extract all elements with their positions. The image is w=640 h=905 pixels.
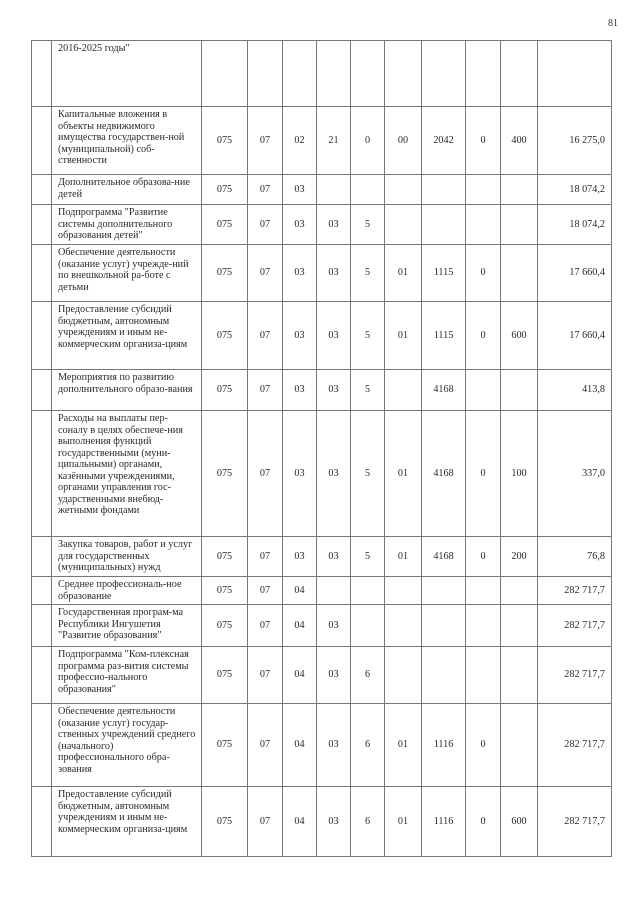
cell-program xyxy=(317,41,351,107)
cell-direction: 2042 xyxy=(422,107,466,175)
cell-section: 07 xyxy=(248,370,283,411)
cell-direction xyxy=(422,577,466,605)
cell-expense-type xyxy=(501,704,538,787)
page-number: 81 xyxy=(608,18,618,29)
cell-subprogram: 6 xyxy=(351,704,385,787)
cell-expense-type: 100 xyxy=(501,411,538,537)
cell-amount: 18 074,2 xyxy=(538,175,612,205)
row-margin-cell xyxy=(32,175,52,205)
cell-section: 07 xyxy=(248,605,283,647)
cell-amount: 17 660,4 xyxy=(538,302,612,370)
cell-subprogram: 5 xyxy=(351,245,385,302)
cell-ministry: 075 xyxy=(202,411,248,537)
row-name: Обеспечение деятельности (оказание услуг) государ-ственных учреждений среднего (начального) профессионального обра-зования xyxy=(52,704,202,787)
cell-subsection: 03 xyxy=(283,205,317,245)
cell-subprogram: 5 xyxy=(351,370,385,411)
cell-main-activity: 00 xyxy=(385,107,422,175)
cell-subprogram xyxy=(351,605,385,647)
row-margin-cell xyxy=(32,411,52,537)
cell-code: 0 xyxy=(466,411,501,537)
cell-program: 03 xyxy=(317,302,351,370)
table-row xyxy=(32,605,612,647)
cell-ministry: 075 xyxy=(202,704,248,787)
row-margin-cell xyxy=(32,605,52,647)
table-row xyxy=(32,245,612,302)
cell-expense-type: 400 xyxy=(501,107,538,175)
cell-main-activity xyxy=(385,370,422,411)
cell-direction: 1115 xyxy=(422,302,466,370)
cell-direction: 1116 xyxy=(422,704,466,787)
cell-subsection: 03 xyxy=(283,537,317,577)
cell-ministry: 075 xyxy=(202,107,248,175)
cell-ministry: 075 xyxy=(202,245,248,302)
cell-amount: 76,8 xyxy=(538,537,612,577)
cell-section: 07 xyxy=(248,647,283,704)
row-name: Закупка товаров, работ и услуг для государственных (муниципальных) нужд xyxy=(52,537,202,577)
cell-code xyxy=(466,205,501,245)
cell-section: 07 xyxy=(248,537,283,577)
cell-section: 07 xyxy=(248,245,283,302)
table-row xyxy=(32,537,612,577)
cell-subprogram: 5 xyxy=(351,302,385,370)
cell-expense-type xyxy=(501,647,538,704)
cell-ministry: 075 xyxy=(202,787,248,857)
cell-expense-type: 600 xyxy=(501,302,538,370)
table-row xyxy=(32,175,612,205)
cell-subsection: 04 xyxy=(283,704,317,787)
table-row xyxy=(32,647,612,704)
cell-expense-type xyxy=(501,577,538,605)
cell-main-activity xyxy=(385,605,422,647)
table-row xyxy=(32,41,612,107)
cell-subsection: 04 xyxy=(283,577,317,605)
cell-ministry: 075 xyxy=(202,205,248,245)
cell-section: 07 xyxy=(248,704,283,787)
cell-expense-type xyxy=(501,605,538,647)
row-margin-cell xyxy=(32,647,52,704)
table-row xyxy=(32,107,612,175)
cell-main-activity xyxy=(385,205,422,245)
row-name: Подпрограмма "Ком-плексная программа раз-вития системы профессио-нального образования" xyxy=(52,647,202,704)
cell-code: 0 xyxy=(466,107,501,175)
cell-subprogram: 6 xyxy=(351,787,385,857)
table-row xyxy=(32,577,612,605)
cell-amount: 337,0 xyxy=(538,411,612,537)
cell-code xyxy=(466,577,501,605)
row-name: Мероприятия по развитию дополнительного образо-вания xyxy=(52,370,202,411)
cell-main-activity xyxy=(385,41,422,107)
cell-ministry: 075 xyxy=(202,302,248,370)
cell-program: 03 xyxy=(317,411,351,537)
cell-subprogram xyxy=(351,41,385,107)
table-row xyxy=(32,787,612,857)
row-margin-cell xyxy=(32,245,52,302)
cell-ministry: 075 xyxy=(202,370,248,411)
cell-amount xyxy=(538,41,612,107)
cell-subprogram: 5 xyxy=(351,205,385,245)
cell-subprogram: 0 xyxy=(351,107,385,175)
row-name: Капитальные вложения в объекты недвижимого имущества государствен-ной (муниципальной) соб-ственности xyxy=(52,107,202,175)
cell-subprogram xyxy=(351,577,385,605)
cell-amount: 282 717,7 xyxy=(538,787,612,857)
row-margin-cell xyxy=(32,41,52,107)
cell-expense-type xyxy=(501,245,538,302)
cell-subsection: 03 xyxy=(283,175,317,205)
cell-ministry: 075 xyxy=(202,647,248,704)
row-margin-cell xyxy=(32,205,52,245)
cell-amount: 18 074,2 xyxy=(538,205,612,245)
cell-main-activity: 01 xyxy=(385,245,422,302)
cell-amount: 17 660,4 xyxy=(538,245,612,302)
cell-main-activity xyxy=(385,175,422,205)
cell-ministry: 075 xyxy=(202,537,248,577)
cell-direction xyxy=(422,41,466,107)
row-name: Расходы на выплаты пер-соналу в целях обеспече-ния выполнения функций государственными (муни-ципальными) органами, казёнными учреждениями, органами управления гос-ударственными внебюд-жетными фондами xyxy=(52,411,202,537)
cell-direction xyxy=(422,647,466,704)
cell-code: 0 xyxy=(466,704,501,787)
cell-program: 03 xyxy=(317,605,351,647)
row-name: Предоставление субсидий бюджетным, автономным учреждениям и иным не-коммерческим организа-циям xyxy=(52,302,202,370)
cell-code xyxy=(466,41,501,107)
cell-ministry: 075 xyxy=(202,605,248,647)
cell-code: 0 xyxy=(466,787,501,857)
table-row xyxy=(32,370,612,411)
row-margin-cell xyxy=(32,537,52,577)
cell-ministry: 075 xyxy=(202,175,248,205)
cell-program: 03 xyxy=(317,537,351,577)
row-margin-cell xyxy=(32,787,52,857)
row-margin-cell xyxy=(32,302,52,370)
cell-subsection: 04 xyxy=(283,787,317,857)
cell-expense-type: 600 xyxy=(501,787,538,857)
cell-subsection: 04 xyxy=(283,647,317,704)
cell-amount: 282 717,7 xyxy=(538,647,612,704)
row-name: Предоставление субсидий бюджетным, автономным учреждениям и иным не-коммерческим организа-циям xyxy=(52,787,202,857)
cell-main-activity: 01 xyxy=(385,704,422,787)
cell-direction: 4168 xyxy=(422,411,466,537)
table-row xyxy=(32,302,612,370)
cell-main-activity: 01 xyxy=(385,787,422,857)
cell-subprogram: 5 xyxy=(351,537,385,577)
cell-direction: 1115 xyxy=(422,245,466,302)
cell-section: 07 xyxy=(248,577,283,605)
cell-section: 07 xyxy=(248,302,283,370)
cell-subprogram xyxy=(351,175,385,205)
cell-program xyxy=(317,175,351,205)
cell-code xyxy=(466,175,501,205)
row-name: Среднее профессиональ-ное образование xyxy=(52,577,202,605)
cell-code: 0 xyxy=(466,245,501,302)
cell-program: 03 xyxy=(317,370,351,411)
cell-expense-type: 200 xyxy=(501,537,538,577)
row-margin-cell xyxy=(32,704,52,787)
cell-subsection: 02 xyxy=(283,107,317,175)
cell-direction xyxy=(422,605,466,647)
cell-main-activity xyxy=(385,577,422,605)
cell-program: 03 xyxy=(317,704,351,787)
cell-code xyxy=(466,605,501,647)
cell-section: 07 xyxy=(248,787,283,857)
cell-main-activity: 01 xyxy=(385,537,422,577)
table-row xyxy=(32,205,612,245)
cell-amount: 413,8 xyxy=(538,370,612,411)
cell-subsection: 03 xyxy=(283,302,317,370)
cell-program: 03 xyxy=(317,787,351,857)
row-name: 2016-2025 годы" xyxy=(52,41,202,107)
cell-code: 0 xyxy=(466,302,501,370)
cell-main-activity: 01 xyxy=(385,411,422,537)
cell-section: 07 xyxy=(248,205,283,245)
cell-code xyxy=(466,370,501,411)
cell-amount: 282 717,7 xyxy=(538,605,612,647)
row-margin-cell xyxy=(32,370,52,411)
row-name: Государственная програм-ма Республики Ингушетия "Развитие образования" xyxy=(52,605,202,647)
cell-subprogram: 5 xyxy=(351,411,385,537)
cell-subsection: 04 xyxy=(283,605,317,647)
row-margin-cell xyxy=(32,107,52,175)
cell-program xyxy=(317,577,351,605)
cell-direction: 1116 xyxy=(422,787,466,857)
cell-expense-type xyxy=(501,175,538,205)
cell-expense-type xyxy=(501,370,538,411)
cell-section xyxy=(248,41,283,107)
cell-ministry: 075 xyxy=(202,577,248,605)
cell-code xyxy=(466,647,501,704)
cell-subsection xyxy=(283,41,317,107)
cell-program: 03 xyxy=(317,647,351,704)
cell-subsection: 03 xyxy=(283,411,317,537)
cell-amount: 282 717,7 xyxy=(538,577,612,605)
cell-section: 07 xyxy=(248,107,283,175)
cell-subprogram: 6 xyxy=(351,647,385,704)
cell-subsection: 03 xyxy=(283,370,317,411)
cell-direction xyxy=(422,205,466,245)
row-name: Подпрограмма "Развитие системы дополнительного образования детей" xyxy=(52,205,202,245)
row-name: Обеспечение деятельности (оказание услуг) учрежде-ний по внешкольной ра-боте с детьми xyxy=(52,245,202,302)
cell-direction: 4168 xyxy=(422,370,466,411)
table-row xyxy=(32,411,612,537)
cell-amount: 16 275,0 xyxy=(538,107,612,175)
cell-amount: 282 717,7 xyxy=(538,704,612,787)
table-row xyxy=(32,704,612,787)
cell-code: 0 xyxy=(466,537,501,577)
cell-ministry xyxy=(202,41,248,107)
cell-program: 03 xyxy=(317,205,351,245)
cell-program: 21 xyxy=(317,107,351,175)
row-margin-cell xyxy=(32,577,52,605)
cell-expense-type xyxy=(501,41,538,107)
budget-table xyxy=(31,40,612,857)
cell-main-activity: 01 xyxy=(385,302,422,370)
cell-section: 07 xyxy=(248,411,283,537)
cell-subsection: 03 xyxy=(283,245,317,302)
cell-program: 03 xyxy=(317,245,351,302)
cell-expense-type xyxy=(501,205,538,245)
cell-direction xyxy=(422,175,466,205)
cell-direction: 4168 xyxy=(422,537,466,577)
row-name: Дополнительное образова-ние детей xyxy=(52,175,202,205)
cell-main-activity xyxy=(385,647,422,704)
cell-section: 07 xyxy=(248,175,283,205)
